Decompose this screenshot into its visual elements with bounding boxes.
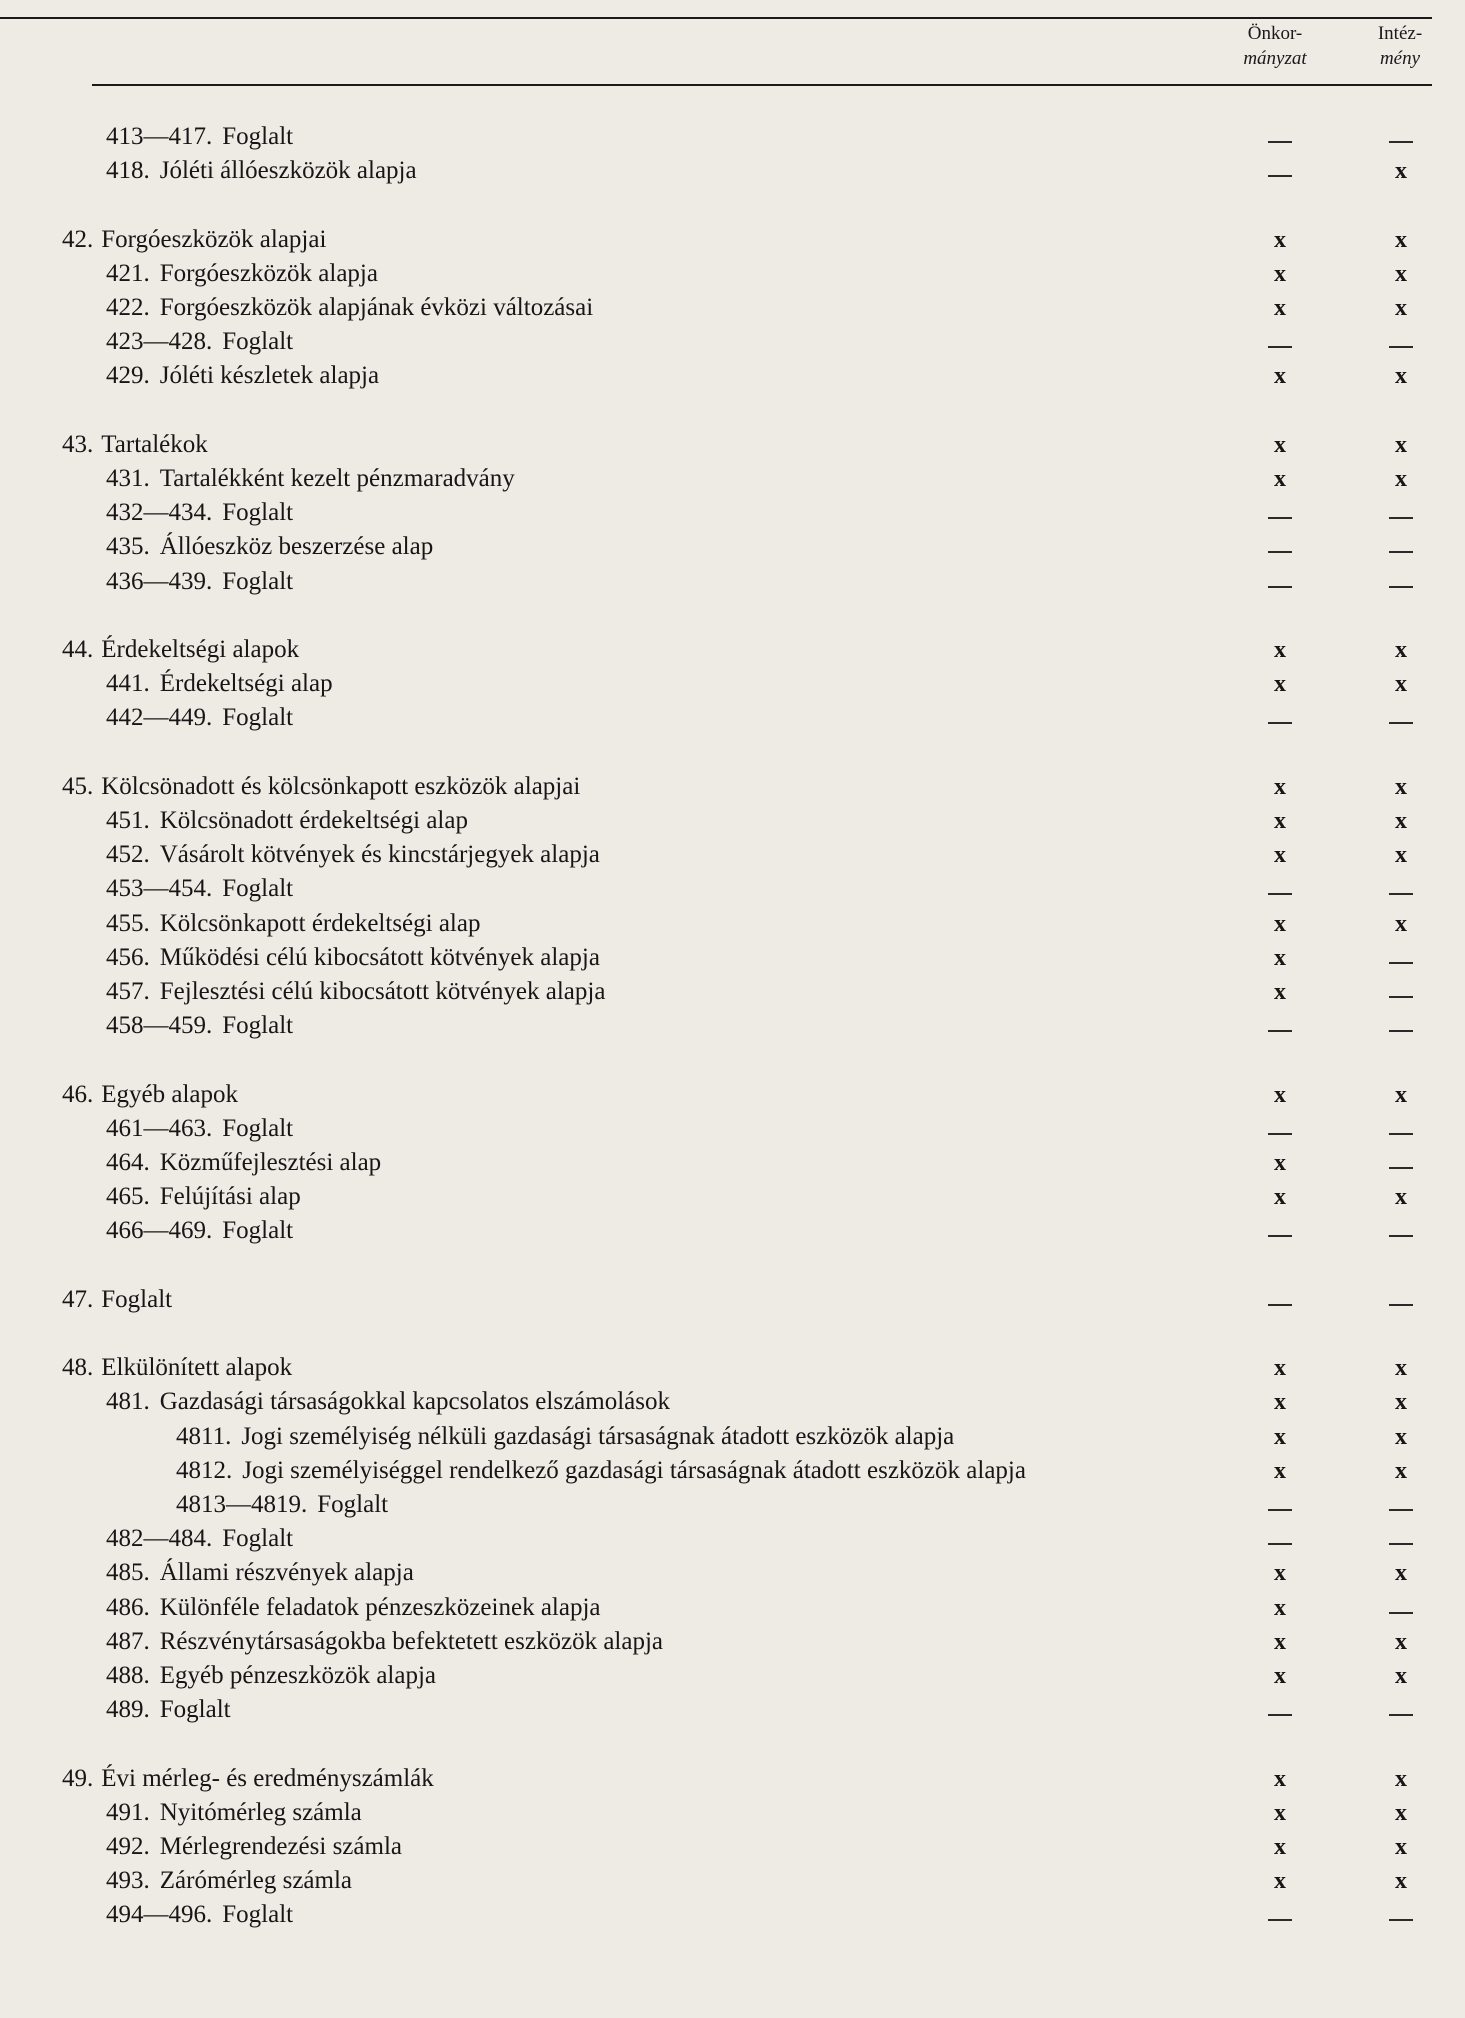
account-row bbox=[0, 121, 1465, 153]
mark-intezmeny: x bbox=[1395, 1424, 1407, 1450]
account-code: 458—459. bbox=[106, 1012, 213, 1039]
account-name: Fejlesztési célú kibocsátott kötvények alapja bbox=[159, 978, 606, 1005]
column-header-intezmeny bbox=[1342, 21, 1458, 71]
column-header-onkormanyzat bbox=[1220, 21, 1330, 71]
mark-intezmeny: x bbox=[1395, 911, 1407, 937]
row-label bbox=[106, 668, 333, 700]
row-label bbox=[106, 463, 515, 495]
account-code: 47. bbox=[62, 1286, 94, 1313]
group-row bbox=[0, 1079, 1465, 1111]
account-code: 436—439. bbox=[106, 568, 213, 595]
mark-onkormanyzat: x bbox=[1274, 945, 1286, 971]
row-label bbox=[106, 1626, 663, 1658]
account-name: Kölcsönadott érdekeltségi alap bbox=[159, 807, 468, 834]
account-row bbox=[0, 1523, 1465, 1555]
row-label bbox=[106, 1113, 293, 1145]
group-row bbox=[0, 1763, 1465, 1795]
account-row bbox=[0, 1010, 1465, 1042]
mark-onkormanyzat: x bbox=[1274, 808, 1286, 834]
account-name: Kölcsönkapott érdekeltségi alap bbox=[159, 910, 481, 937]
group-row bbox=[0, 429, 1465, 461]
account-name: Különféle feladatok pénzeszközeinek alapja bbox=[159, 1594, 601, 1621]
row-label bbox=[106, 121, 293, 153]
account-name: Tartalékként kezelt pénzmaradvány bbox=[159, 465, 515, 492]
account-name: Foglalt bbox=[222, 1012, 294, 1039]
account-row bbox=[0, 805, 1465, 837]
account-code: 421. bbox=[106, 260, 150, 287]
account-name: Jogi személyiséggel rendelkező gazdasági társaságnak átadott eszközök alapja bbox=[242, 1457, 1026, 1484]
mark-intezmeny: x bbox=[1395, 1458, 1407, 1484]
row-label bbox=[62, 1284, 172, 1316]
mark-onkormanyzat: x bbox=[1274, 637, 1286, 663]
account-code: 466—469. bbox=[106, 1217, 213, 1244]
mark-onkormanyzat: x bbox=[1274, 295, 1286, 321]
account-name: Kölcsönadott és kölcsönkapott eszközök alapjai bbox=[101, 773, 581, 800]
row-label bbox=[106, 155, 417, 187]
row-label bbox=[106, 1147, 381, 1179]
account-row bbox=[0, 1386, 1465, 1418]
group-row bbox=[0, 1284, 1465, 1316]
group-row bbox=[0, 771, 1465, 803]
group-row bbox=[0, 634, 1465, 666]
account-name: Működési célú kibocsátott kötvények alapja bbox=[159, 944, 600, 971]
account-code: 413—417. bbox=[106, 123, 213, 150]
mark-onkormanyzat: x bbox=[1274, 1868, 1286, 1894]
account-code: 432—434. bbox=[106, 499, 213, 526]
account-code: 435. bbox=[106, 533, 150, 560]
row-label bbox=[106, 1181, 301, 1213]
account-code: 441. bbox=[106, 670, 150, 697]
account-name: Forgóeszközök alapjának évközi változásai bbox=[159, 294, 594, 321]
account-row bbox=[0, 1626, 1465, 1658]
row-label bbox=[106, 839, 600, 871]
account-name: Foglalt bbox=[222, 568, 294, 595]
row-label bbox=[106, 1865, 352, 1897]
row-label bbox=[176, 1489, 388, 1521]
row-label bbox=[176, 1455, 1026, 1487]
row-label bbox=[106, 1386, 670, 1418]
mark-intezmeny: x bbox=[1395, 432, 1407, 458]
mark-onkormanyzat: x bbox=[1274, 979, 1286, 1005]
account-name: Zárómérleg számla bbox=[159, 1867, 353, 1894]
account-code: 4813—4819. bbox=[176, 1491, 308, 1518]
mark-onkormanyzat: x bbox=[1274, 1766, 1286, 1792]
mark-onkormanyzat: x bbox=[1274, 1424, 1286, 1450]
account-name: Foglalt bbox=[317, 1491, 389, 1518]
account-row bbox=[0, 668, 1465, 700]
account-name: Jóléti állóeszközök alapja bbox=[159, 157, 417, 184]
account-row bbox=[0, 942, 1465, 974]
mark-onkormanyzat: x bbox=[1274, 671, 1286, 697]
account-code: 488. bbox=[106, 1662, 150, 1689]
account-row bbox=[0, 566, 1465, 598]
account-code: 4812. bbox=[176, 1457, 233, 1484]
account-code: 451. bbox=[106, 807, 150, 834]
mark-onkormanyzat: x bbox=[1274, 363, 1286, 389]
account-row bbox=[0, 258, 1465, 290]
account-name: Nyitómérleg számla bbox=[159, 1799, 362, 1826]
row-label bbox=[106, 942, 600, 974]
account-name: Évi mérleg- és eredményszámlák bbox=[101, 1765, 434, 1792]
account-row bbox=[0, 1592, 1465, 1624]
account-row bbox=[0, 1421, 1465, 1453]
account-code: 489. bbox=[106, 1696, 150, 1723]
account-row bbox=[0, 1660, 1465, 1692]
account-code: 464. bbox=[106, 1149, 150, 1176]
account-name: Foglalt bbox=[222, 1901, 294, 1928]
account-code: 455. bbox=[106, 910, 150, 937]
account-row bbox=[0, 1899, 1465, 1931]
account-row bbox=[0, 1455, 1465, 1487]
account-row bbox=[0, 702, 1465, 734]
mark-intezmeny: x bbox=[1395, 158, 1407, 184]
mark-intezmeny: x bbox=[1395, 1560, 1407, 1586]
account-name: Jogi személyiség nélküli gazdasági társaságnak átadott eszközök alapja bbox=[241, 1423, 955, 1450]
row-label bbox=[106, 292, 593, 324]
row-label bbox=[106, 976, 605, 1008]
group-row bbox=[0, 224, 1465, 256]
row-label bbox=[106, 258, 378, 290]
mark-onkormanyzat: x bbox=[1274, 1389, 1286, 1415]
account-code: 423—428. bbox=[106, 328, 213, 355]
account-name: Egyéb pénzeszközök alapja bbox=[159, 1662, 437, 1689]
account-row bbox=[0, 1831, 1465, 1863]
account-name: Foglalt bbox=[222, 704, 294, 731]
account-name: Közműfejlesztési alap bbox=[159, 1149, 382, 1176]
account-code: 422. bbox=[106, 294, 150, 321]
row-label bbox=[106, 1215, 293, 1247]
mark-intezmeny: x bbox=[1395, 1663, 1407, 1689]
row-label bbox=[106, 326, 293, 358]
account-name: Tartalékok bbox=[101, 431, 208, 458]
mark-intezmeny: x bbox=[1395, 774, 1407, 800]
account-code: 46. bbox=[62, 1081, 94, 1108]
mark-intezmeny: x bbox=[1395, 1834, 1407, 1860]
account-name: Foglalt bbox=[101, 1286, 173, 1313]
account-code: 486. bbox=[106, 1594, 150, 1621]
mark-intezmeny: x bbox=[1395, 1766, 1407, 1792]
group-row bbox=[0, 1352, 1465, 1384]
row-label bbox=[106, 1523, 293, 1555]
mark-onkormanyzat: x bbox=[1274, 774, 1286, 800]
account-row bbox=[0, 839, 1465, 871]
mark-intezmeny: x bbox=[1395, 637, 1407, 663]
account-name: Érdekeltségi alap bbox=[159, 670, 333, 697]
mark-onkormanyzat: x bbox=[1274, 1834, 1286, 1860]
account-name: Állami részvények alapja bbox=[159, 1559, 414, 1586]
account-name: Vásárolt kötvények és kincstárjegyek alapja bbox=[159, 841, 600, 868]
row-label bbox=[106, 360, 379, 392]
mark-onkormanyzat: x bbox=[1274, 1800, 1286, 1826]
account-name: Foglalt bbox=[222, 328, 294, 355]
account-name: Forgóeszközök alapja bbox=[159, 260, 378, 287]
mark-intezmeny: x bbox=[1395, 363, 1407, 389]
row-label bbox=[62, 634, 299, 666]
account-row bbox=[0, 1694, 1465, 1726]
mark-onkormanyzat: x bbox=[1274, 842, 1286, 868]
account-row bbox=[0, 1865, 1465, 1897]
top-rule bbox=[0, 17, 1432, 19]
account-row bbox=[0, 1489, 1465, 1521]
account-code: 442—449. bbox=[106, 704, 213, 731]
account-code: 457. bbox=[106, 978, 150, 1005]
mark-intezmeny: x bbox=[1395, 1184, 1407, 1210]
mark-intezmeny: x bbox=[1395, 1389, 1407, 1415]
mark-intezmeny: x bbox=[1395, 1800, 1407, 1826]
account-row bbox=[0, 1797, 1465, 1829]
account-code: 485. bbox=[106, 1559, 150, 1586]
account-row bbox=[0, 1557, 1465, 1589]
row-label bbox=[106, 566, 293, 598]
account-row bbox=[0, 360, 1465, 392]
account-code: 4811. bbox=[176, 1423, 232, 1450]
account-name: Foglalt bbox=[222, 1217, 294, 1244]
account-row bbox=[0, 1181, 1465, 1213]
row-label bbox=[106, 702, 293, 734]
account-name: Részvénytársaságokba befektetett eszközök alapja bbox=[159, 1628, 663, 1655]
mark-intezmeny: x bbox=[1395, 1082, 1407, 1108]
column-header-onkormanyzat-line2: mányzat bbox=[1243, 48, 1307, 69]
row-label bbox=[106, 1899, 293, 1931]
column-header-intezmeny-line2: mény bbox=[1379, 48, 1421, 69]
account-code: 494—496. bbox=[106, 1901, 213, 1928]
mark-onkormanyzat: x bbox=[1274, 261, 1286, 287]
account-name: Egyéb alapok bbox=[101, 1081, 239, 1108]
mark-onkormanyzat: x bbox=[1274, 227, 1286, 253]
mark-intezmeny: x bbox=[1395, 227, 1407, 253]
row-label bbox=[62, 224, 326, 256]
mark-onkormanyzat: x bbox=[1274, 466, 1286, 492]
account-row bbox=[0, 155, 1465, 187]
mark-intezmeny: x bbox=[1395, 671, 1407, 697]
account-row bbox=[0, 908, 1465, 940]
account-row bbox=[0, 1147, 1465, 1179]
account-name: Gazdasági társaságokkal kapcsolatos elszámolások bbox=[159, 1388, 670, 1415]
account-row bbox=[0, 873, 1465, 905]
account-code: 49. bbox=[62, 1765, 94, 1792]
account-code: 481. bbox=[106, 1388, 150, 1415]
account-name: Elkülönített alapok bbox=[101, 1354, 293, 1381]
mark-intezmeny: x bbox=[1395, 1868, 1407, 1894]
account-code: 461—463. bbox=[106, 1115, 213, 1142]
account-name: Foglalt bbox=[159, 1696, 231, 1723]
account-name: Jóléti készletek alapja bbox=[159, 362, 380, 389]
row-label bbox=[62, 1763, 434, 1795]
mark-intezmeny: x bbox=[1395, 466, 1407, 492]
row-label bbox=[106, 1831, 402, 1863]
mark-onkormanyzat: x bbox=[1274, 911, 1286, 937]
column-header-onkormanyzat-line1: Önkor- bbox=[1247, 23, 1303, 44]
account-code: 431. bbox=[106, 465, 150, 492]
account-code: 491. bbox=[106, 1799, 150, 1826]
account-code: 482—484. bbox=[106, 1525, 213, 1552]
account-row bbox=[0, 292, 1465, 324]
account-code: 45. bbox=[62, 773, 94, 800]
account-code: 43. bbox=[62, 431, 94, 458]
account-row bbox=[0, 463, 1465, 495]
account-code: 492. bbox=[106, 1833, 150, 1860]
row-label bbox=[106, 1010, 293, 1042]
mark-onkormanyzat: x bbox=[1274, 1629, 1286, 1655]
row-label bbox=[106, 805, 468, 837]
account-code: 48. bbox=[62, 1354, 94, 1381]
row-label bbox=[62, 771, 580, 803]
account-row bbox=[0, 1215, 1465, 1247]
account-code: 452. bbox=[106, 841, 150, 868]
column-header-intezmeny-line1: Intéz- bbox=[1377, 23, 1423, 44]
row-label bbox=[176, 1421, 954, 1453]
row-label bbox=[106, 908, 480, 940]
mark-onkormanyzat: x bbox=[1274, 432, 1286, 458]
account-code: 418. bbox=[106, 157, 150, 184]
row-label bbox=[62, 1352, 292, 1384]
mark-onkormanyzat: x bbox=[1274, 1663, 1286, 1689]
row-label bbox=[106, 497, 293, 529]
account-row bbox=[0, 531, 1465, 563]
account-name: Érdekeltségi alapok bbox=[101, 636, 300, 663]
account-code: 429. bbox=[106, 362, 150, 389]
row-label bbox=[106, 1592, 601, 1624]
account-name: Mérlegrendezési számla bbox=[159, 1833, 402, 1860]
account-code: 456. bbox=[106, 944, 150, 971]
row-label bbox=[62, 1079, 238, 1111]
account-row bbox=[0, 326, 1465, 358]
row-label bbox=[62, 429, 208, 461]
account-code: 42. bbox=[62, 226, 94, 253]
mark-intezmeny: x bbox=[1395, 808, 1407, 834]
account-name: Állóeszköz beszerzése alap bbox=[159, 533, 434, 560]
mark-onkormanyzat: x bbox=[1274, 1150, 1286, 1176]
account-row bbox=[0, 976, 1465, 1008]
account-row bbox=[0, 497, 1465, 529]
account-code: 465. bbox=[106, 1183, 150, 1210]
mark-onkormanyzat: x bbox=[1274, 1560, 1286, 1586]
header-rule bbox=[92, 84, 1432, 86]
account-code: 44. bbox=[62, 636, 94, 663]
account-code: 487. bbox=[106, 1628, 150, 1655]
row-label bbox=[106, 1694, 231, 1726]
mark-intezmeny: x bbox=[1395, 842, 1407, 868]
mark-intezmeny: x bbox=[1395, 295, 1407, 321]
mark-onkormanyzat: x bbox=[1274, 1355, 1286, 1381]
row-label bbox=[106, 1797, 362, 1829]
mark-onkormanyzat: x bbox=[1274, 1595, 1286, 1621]
account-code: 453—454. bbox=[106, 875, 213, 902]
account-row bbox=[0, 1113, 1465, 1145]
account-name: Forgóeszközök alapjai bbox=[101, 226, 327, 253]
row-label bbox=[106, 1557, 414, 1589]
account-name: Foglalt bbox=[222, 875, 294, 902]
mark-intezmeny: x bbox=[1395, 1355, 1407, 1381]
mark-onkormanyzat: x bbox=[1274, 1458, 1286, 1484]
account-name: Foglalt bbox=[222, 499, 294, 526]
row-label bbox=[106, 873, 293, 905]
mark-intezmeny: x bbox=[1395, 1629, 1407, 1655]
mark-intezmeny: x bbox=[1395, 261, 1407, 287]
account-name: Foglalt bbox=[222, 1115, 294, 1142]
account-name: Felújítási alap bbox=[159, 1183, 301, 1210]
mark-onkormanyzat: x bbox=[1274, 1082, 1286, 1108]
mark-onkormanyzat: x bbox=[1274, 1184, 1286, 1210]
row-label bbox=[106, 531, 433, 563]
account-code: 493. bbox=[106, 1867, 150, 1894]
account-name: Foglalt bbox=[222, 123, 294, 150]
row-label bbox=[106, 1660, 436, 1692]
account-name: Foglalt bbox=[222, 1525, 294, 1552]
